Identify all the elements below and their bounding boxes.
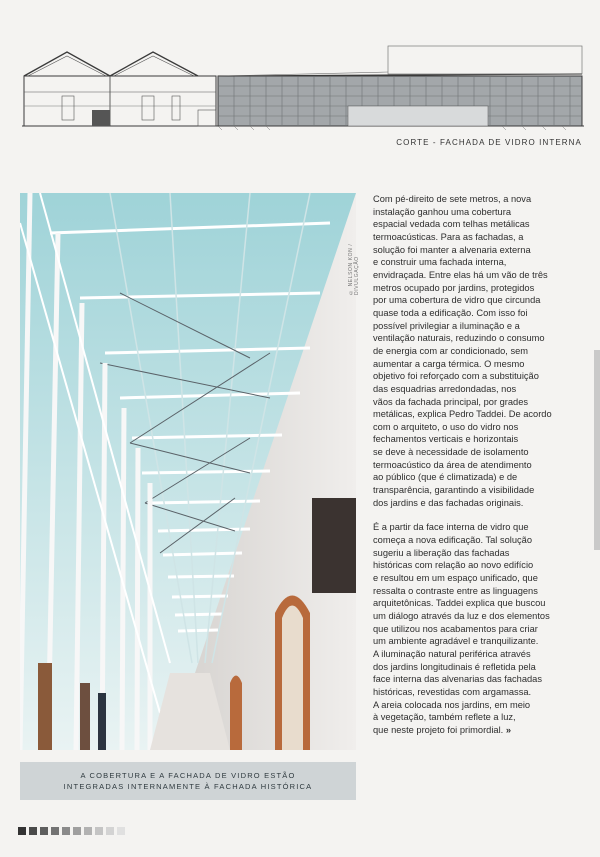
text-line: quase toda a edificação. Com isso foi: [373, 307, 528, 318]
text-line: de energia com ar condicionado, sem: [373, 345, 529, 356]
page-marker-square: [84, 827, 92, 835]
text-line: [373, 724, 585, 737]
text-line: espacial vedada com telhas metálicas: [373, 219, 530, 230]
photo-caption-line-2: INTEGRADAS INTERNAMENTE À FACHADA HISTÓRICA: [63, 782, 313, 791]
text-line: solução foi manter a alvenaria externa: [373, 244, 531, 255]
text-line: dos jardins longitudinais é refletida pela: [373, 661, 536, 672]
page-marker: [18, 827, 125, 835]
text-line: por uma cobertura de vidro que circunda: [373, 295, 541, 306]
text-line: começa a nova edificação. Tal solução: [373, 535, 533, 546]
text-line: se deve à necessidade de isolamento: [373, 447, 529, 458]
text-line: ressalta o contraste entre as linguagens: [373, 585, 538, 596]
glass-roof-illustration: [20, 193, 360, 750]
text-line: aumentar a carga térmica. O mesmo: [373, 358, 525, 369]
text-line: e resultou em um espaço unificado, que: [373, 573, 538, 584]
article-paragraph-2: [373, 521, 585, 736]
text-line: objetivo foi reforçado com a substituição: [373, 371, 539, 382]
text-line: sugeriu a liberação das fachadas: [373, 547, 510, 558]
text-line: Com pé-direito de sete metros, a nova: [373, 194, 532, 204]
text-line: metálicas, explica Pedro Taddei. De acordo: [373, 409, 552, 420]
text-line: com o arquiteto, o uso do vidro nos: [373, 421, 519, 432]
photo-caption-line-1: A COBERTURA E A FACHADA DE VIDRO ESTÃO: [80, 771, 296, 780]
page-marker-square: [95, 827, 103, 835]
text-line: ventilação naturais, reduzindo o consumo: [373, 333, 545, 344]
text-line: fechamentos verticais e horizontais: [373, 434, 519, 445]
text-line: que utilizou nos acabamentos para criar: [373, 623, 538, 634]
text-line: instalação ganhou uma cobertura: [373, 206, 511, 217]
text-line: e construir uma fachada interna,: [373, 257, 507, 268]
page-marker-square: [62, 827, 70, 835]
text-line: um diálogo através da luz e dos elementos: [373, 611, 550, 621]
page-marker-square: [51, 827, 59, 835]
section-caption: CORTE - FACHADA DE VIDRO INTERNA: [396, 138, 582, 147]
section-drawing: [22, 40, 584, 132]
photo-credit: © NELSON KON / DIVULGAÇÃO: [348, 243, 360, 295]
article-body: [373, 193, 585, 737]
text-line: históricas, revestidas com argamassa.: [373, 686, 532, 697]
photo-caption: [20, 762, 356, 800]
article-paragraph-1: [373, 193, 585, 509]
text-line: das esquadrias arredondadas, nos: [373, 383, 517, 394]
text-line: termoacústicas. Para as fachadas, a: [373, 231, 524, 242]
text-line: vãos da fachada principal, por grades: [373, 396, 529, 407]
text-line: transparência, garantindo a visibilidade: [373, 485, 535, 496]
section-drawing-svg: [22, 40, 584, 132]
text-line: dos jardins e das fachadas originais.: [373, 497, 524, 508]
text-line: arquitetônicas. Taddei explica que buscou: [373, 598, 546, 609]
page-marker-square: [18, 827, 26, 835]
text-line: A areia colocada nos jardins, em meio: [373, 699, 531, 710]
text-line: históricas com relação ao novo edifício: [373, 560, 534, 571]
last-line-text: que neste projeto foi primordial.: [373, 724, 504, 735]
page-marker-square: [117, 827, 125, 835]
text-line: envidraçada. Entre elas há um vão de três: [373, 269, 548, 280]
text-line: um ambiente agradável e tranquilizante.: [373, 636, 539, 647]
text-line: face interna das alvenarias das fachadas: [373, 674, 543, 685]
text-line: termoacústico da área de atendimento: [373, 459, 532, 470]
text-line: ao público (que é climatizada) e de: [373, 472, 518, 483]
text-line: metros ocupado por jardins, protegidos: [373, 282, 535, 293]
side-tab: [594, 350, 600, 550]
page-marker-square: [106, 827, 114, 835]
page-marker-square: [73, 827, 81, 835]
page-marker-square: [29, 827, 37, 835]
text-line: É a partir da face interna de vidro que: [373, 522, 529, 533]
text-line: A iluminação natural periférica através: [373, 648, 531, 659]
page-marker-square: [40, 827, 48, 835]
text-line: possível privilegiar a iluminação e a: [373, 320, 520, 331]
glass-roof-photo: [20, 193, 360, 750]
end-mark: »: [505, 724, 511, 735]
text-line: à vegetação, também reflete a luz,: [373, 712, 516, 723]
